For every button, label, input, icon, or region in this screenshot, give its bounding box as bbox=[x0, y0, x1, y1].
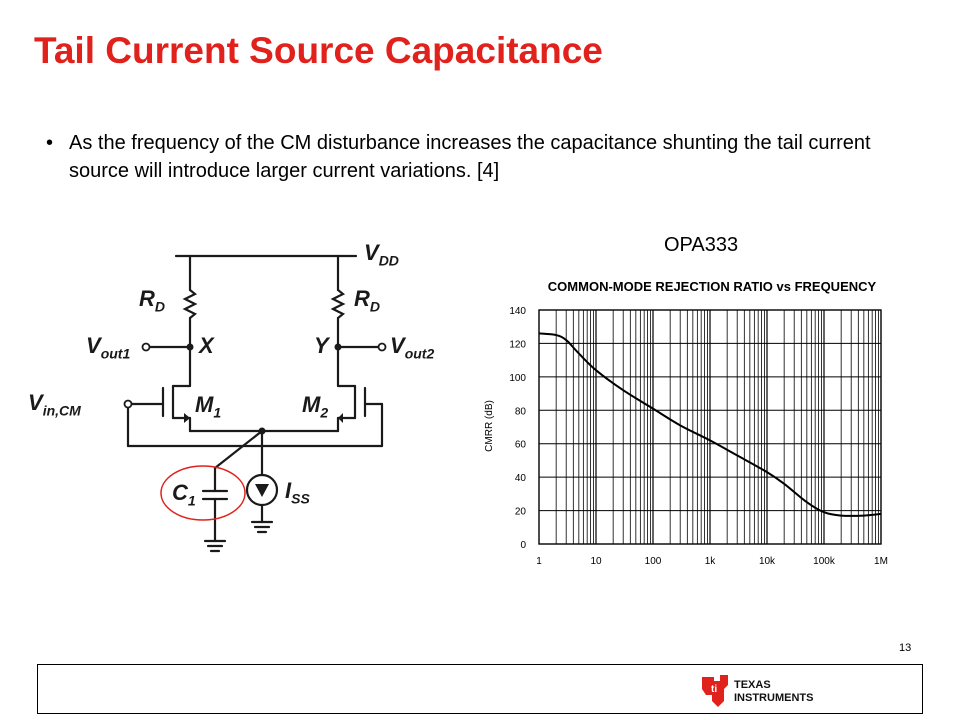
y-tick-label: 40 bbox=[514, 473, 526, 485]
svg-text:TEXAS: TEXAS bbox=[734, 679, 771, 691]
x-tick-label: 1 bbox=[536, 556, 542, 567]
ti-logo-icon bbox=[694, 671, 834, 711]
label-node-x: X bbox=[199, 333, 214, 358]
y-tick-label: 120 bbox=[509, 339, 526, 351]
chart-y-axis-label: CMRR (dB) bbox=[484, 400, 495, 452]
x-tick-label: 1M bbox=[874, 556, 888, 567]
label-vout2: $V_{out2}$ bbox=[390, 333, 435, 362]
page-number: 13 bbox=[899, 642, 912, 654]
label-c1: $C_1$ bbox=[172, 480, 196, 509]
label-m1: $M_1$ bbox=[195, 392, 222, 421]
x-tick-label: 100k bbox=[813, 556, 835, 567]
y-tick-label: 0 bbox=[520, 540, 526, 551]
x-tick-label: 10 bbox=[590, 556, 602, 567]
label-node-y: Y bbox=[314, 333, 329, 358]
footer-bar bbox=[37, 664, 923, 714]
y-tick-label: 60 bbox=[514, 439, 526, 451]
svg-text:ti: ti bbox=[711, 684, 718, 695]
x-tick-label: 1k bbox=[704, 556, 716, 567]
y-tick-label: 20 bbox=[514, 506, 526, 518]
label-rd-right: $R_D$ bbox=[354, 286, 381, 315]
chart-title: COMMON-MODE REJECTION RATIO vs FREQUENCY bbox=[547, 279, 877, 294]
chart-caption: OPA333 bbox=[664, 234, 739, 256]
label-iss: $I_{SS}$ bbox=[285, 478, 310, 507]
label-vdd: $V_{DD}$ bbox=[364, 240, 399, 269]
bullet-text: As the frequency of the CM disturbance increases the capacitance shunting the tail current source will introduce larger current variations. [4] bbox=[69, 132, 871, 182]
x-tick-label: 100 bbox=[644, 556, 662, 567]
x-tick-label: 10k bbox=[758, 556, 776, 567]
y-tick-label: 140 bbox=[509, 306, 526, 317]
label-vout1: $V_{out1}$ bbox=[86, 333, 131, 362]
label-vin: $V_{in,CM}$ bbox=[28, 390, 81, 419]
label-rd-left: $R_D$ bbox=[139, 286, 166, 315]
page-title: Tail Current Source Capacitance bbox=[34, 30, 603, 71]
y-tick-label: 80 bbox=[514, 406, 526, 418]
svg-text:INSTRUMENTS: INSTRUMENTS bbox=[734, 692, 814, 704]
y-tick-label: 100 bbox=[509, 372, 526, 384]
bullet-marker: • bbox=[46, 132, 54, 154]
label-m2: $M_2$ bbox=[302, 392, 329, 421]
